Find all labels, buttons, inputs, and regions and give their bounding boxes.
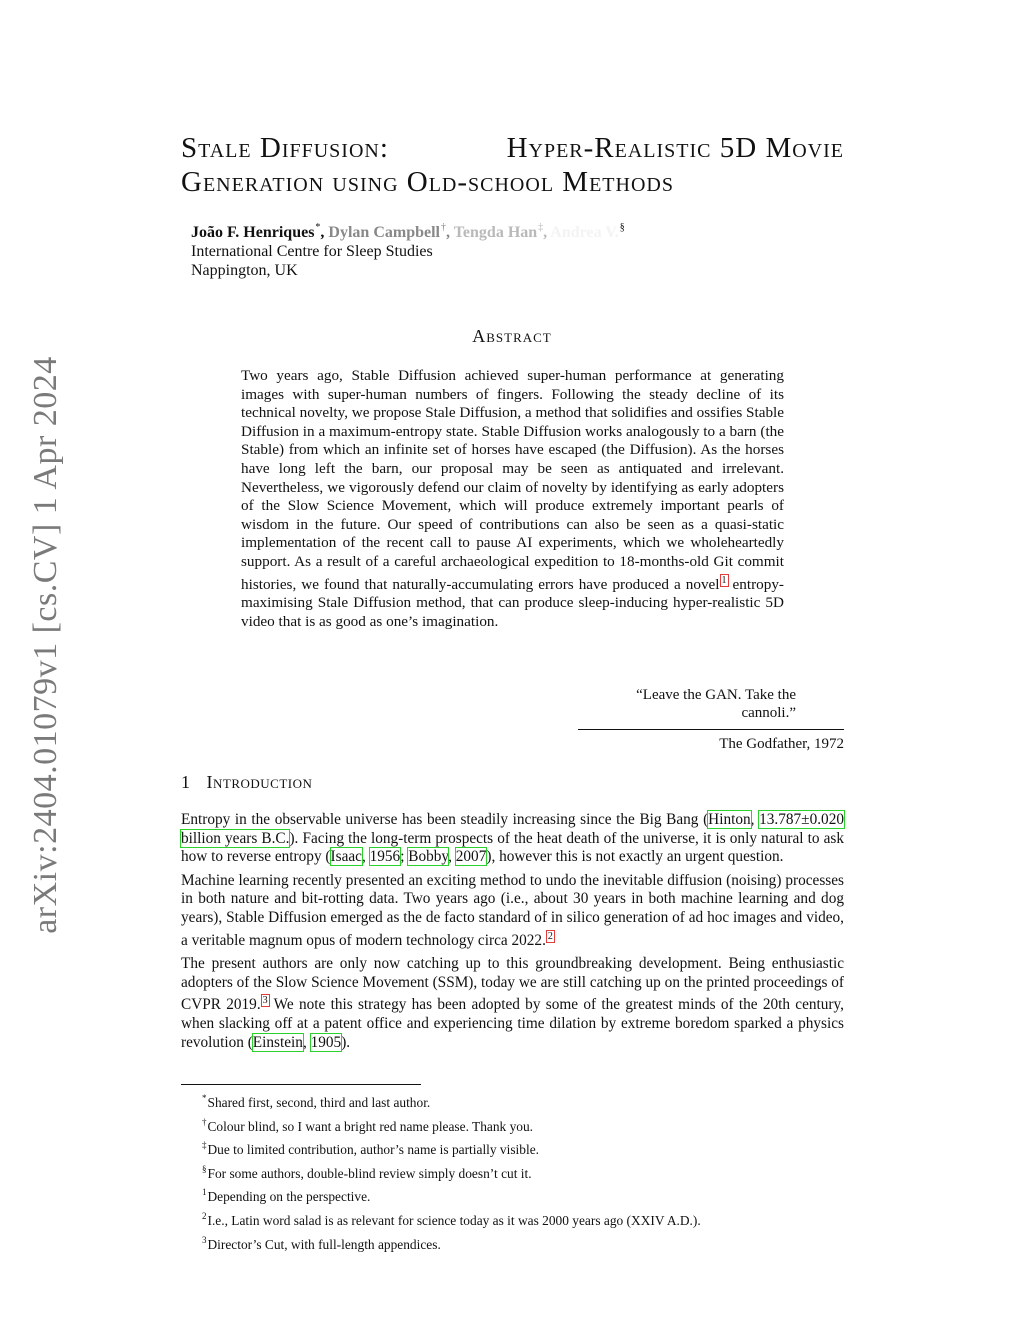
title-line1-left: Stale Diffusion: (181, 132, 389, 164)
footnote-ref-2[interactable]: 2 (547, 930, 553, 942)
footnote: †Colour blind, so I want a bright red name please. Thank you. (202, 1116, 534, 1134)
epigraph (578, 686, 844, 753)
author-4: Andrea V. (550, 224, 619, 241)
paragraph-3: The present authors are only now catching up to this groundbreaking development. Being enthusiastic adopters of the Slow Science Movement (SSM), today we are still catching up on the printed proceedings of CVPR 2019. $^3$ We note this strategy has been adopted by some of the greatest minds of the 20th century, when slacking off at a patent office and experiencing time dilation by extreme boredom sparked a physics revolution (Einstein, 1905). (181, 955, 845, 1051)
author-2-mark: † (441, 222, 446, 233)
footnote: $^2$I.e., Latin word salad is as relevant for science today as it was 2000 years ago (XXIV A.D.). (202, 1210, 701, 1228)
author-block (191, 218, 625, 280)
paper-title (181, 131, 844, 199)
epigraph-rule (578, 729, 844, 730)
citation-bobby[interactable]: Bobby (408, 848, 449, 866)
location: Nappington, UK (191, 262, 298, 279)
author-3: Tengda Han (453, 224, 538, 241)
citation-einstein[interactable]: Einstein (252, 1033, 303, 1051)
citation-einstein-year[interactable]: 1905 (310, 1033, 342, 1051)
footnote: $^3$Director’s Cut, with full-length appendices. (202, 1234, 441, 1252)
section-number: 1 (181, 772, 191, 792)
footnotes (202, 1089, 842, 1254)
epigraph-source: The Godfather, 1972 (719, 736, 844, 752)
paragraph-2: Machine learning recently presented an exciting method to undo the inevitable diffusion (noising) processes in both nature and bit-rotting data. Two years ago (i.e., about 30 years in both machine learning and dog years), Stable Diffusion emerged as the de facto standard of in silico generation of ad hoc images and video, a veritable magnum opus of modern technology circa 2022. $^2$ (181, 871, 844, 949)
title-line1-right: Hyper-Realistic 5D Movie (506, 132, 844, 164)
abstract-heading: Abstract (472, 326, 552, 346)
author-4-mark: § (619, 222, 625, 233)
citation-bobby-year[interactable]: 2007 (455, 848, 487, 866)
section-heading (181, 772, 312, 793)
body-text (181, 811, 844, 1057)
citation-isaac[interactable]: Isaac (330, 848, 362, 866)
footnote-ref-1[interactable]: 1 (721, 574, 727, 586)
footnote-ref-3[interactable]: 3 (262, 995, 268, 1007)
author-3-mark: ‡ (538, 222, 544, 233)
citation-hinton[interactable]: Hinton (708, 811, 751, 828)
author-2: Dylan Campbell (328, 224, 440, 241)
author-names: João F. Henriques*, Dylan Campbell†, Tengda Han‡, Andrea V.§ (191, 222, 625, 241)
footnote: *Shared first, second, third and last author. (202, 1093, 431, 1110)
footnote-rule (181, 1084, 421, 1085)
abstract-text: Two years ago, Stable Diffusion achieved super-human performance at generating images with super-human numbers of fingers. Following the steady decline of its technical novelty, we propose Stale Diffusion, a method that solidifies and ossifies Stable Diffusion in a maximum-entropy state. Stable Diffusion works analogously to a barn (the Stable) from which an infinite set of horses have escaped (the Diffusion). As the horses have long left the barn, our proposal may be seen as antiquated and irrelevant. Nevertheless, we vigorously defend our claim of novelty by identifying as early adopters of the Slow Science Movement, which will produce extremely important pearls of wisdom in the future. Our speed of contributions can also be seen as a quasi-static implementation of the recent call to pause AI experiments, which we wholeheartedly support. As a result of a careful archaeological expedition to 18-months-old Git commit histories, we found that naturally-accumulating errors have produced a novel $^1$ entropy-maximising Stale Diffusion method, that can produce sleep-inducing hyper-realistic 5D video that is as good as one’s imagination. (241, 367, 784, 630)
footnote: $^1$Depending on the perspective. (202, 1187, 371, 1205)
section-title: Introduction (206, 772, 313, 792)
author-1-mark: * (315, 222, 321, 233)
footnote: §For some authors, double-blind review simply doesn’t cut it. (202, 1163, 532, 1181)
title-line2: Generation using Old-school Methods (181, 166, 674, 198)
epigraph-quote: “Leave the GAN. Take the cannoli.” (636, 687, 796, 721)
citation-hinton-year[interactable]: 13.787±0.020 billion years B.C. (181, 811, 844, 847)
footnote: ‡Due to limited contribution, author’s name is partially visible. (202, 1140, 539, 1158)
author-1: João F. Henriques (191, 224, 315, 241)
arxiv-side-stamp: arXiv:2404.01079v1 [cs.CV] 1 Apr 2024 (27, 356, 64, 934)
affiliation: International Centre for Sleep Studies (191, 243, 433, 260)
citation-isaac-year[interactable]: 1956 (369, 848, 401, 866)
paragraph-1: Entropy in the observable universe has been steadily increasing since the Big Bang (Hinton, 13.787±0.020 billion years B.C.). Facing the long-term prospects of the heat death of the universe, it is only natural to ask how to reverse entropy (Isaac, 1956; Bobby, 2007), however this is not exactly an urgent question. (181, 811, 844, 866)
